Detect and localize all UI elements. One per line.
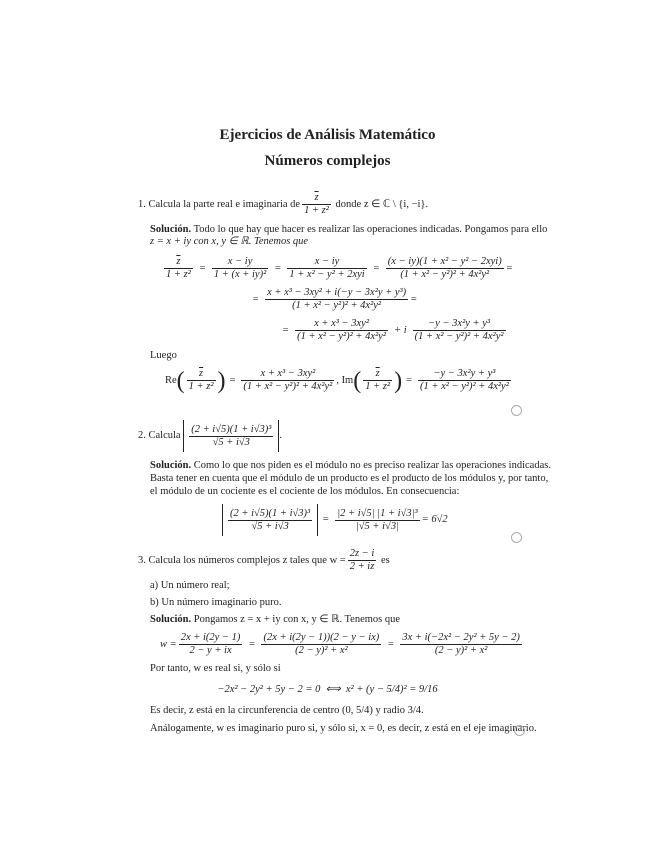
numerator: (2 + i√5)(1 + i√3)³: [191, 423, 272, 435]
denominator: 1 + z²: [188, 381, 214, 392]
denominator: (1 + x² − y²)² + 4x²y²: [419, 381, 509, 392]
statement-text: Calcula los números complejos z tales que w =: [148, 554, 346, 566]
denominator: |√5 + i√3|: [355, 520, 399, 532]
modulus-equation: $\frac{\text{(2 + i√5)(1 + i√3)³}}{√5 + i√3}$ = $\frac{\text{|2 + i√5| |1 + i√3|³}}{|√5 + i√3|}$ = 6√2: [222, 504, 448, 536]
denominator: 1 + z²: [365, 381, 391, 392]
numerator: −y − 3x²y + y³: [418, 368, 511, 381]
problem-3-statement: [138, 548, 390, 573]
denominator: √5 + i√3: [251, 520, 289, 532]
numerator: |2 + i√5| |1 + i√3|³: [337, 507, 418, 519]
re-label: Re: [165, 374, 177, 386]
numerator: x + x³ − 3xy²: [241, 368, 334, 381]
numerator: 3x + i(−2x² − 2y² + 5y − 2): [402, 632, 520, 643]
problem-number: 3.: [138, 554, 146, 566]
w-label: w =: [160, 638, 177, 650]
statement-text: es: [380, 554, 390, 566]
problem-1-solution-intro: [150, 224, 548, 248]
numerator: $\overline{z}$: [302, 192, 331, 205]
circle-equation: −2x² − 2y² + 5y − 2 = 0 ⟺ x² + (y − 5/4)² = 9/16: [217, 684, 438, 695]
solution-text: Basta tener en cuenta que el módulo de un producto es el producto de los módulos y, por tanto,: [150, 473, 549, 484]
im-label: Im: [341, 374, 354, 386]
numerator: (2 + i√5)(1 + i√3)³: [230, 507, 311, 519]
denominator: 2 − y + ix: [189, 645, 232, 656]
solution-text: Pongamos z = x + iy con x, y ∈ ℝ. Tenemos que: [193, 614, 401, 625]
solution-label: Solución.: [150, 224, 192, 235]
option-a: a) Un número real;: [150, 580, 230, 591]
numerator: $\overline{z}$: [164, 256, 193, 269]
denominator: (1 + x² − y²)² + 4x²y²: [414, 331, 504, 342]
end-of-proof-icon: [511, 532, 522, 543]
numerator: (2x + i(2y − 1))(2 − y − ix): [263, 632, 380, 643]
numerator: 2z − i: [349, 548, 375, 559]
problem-1-statement: [138, 192, 428, 217]
solution-text: z = x + iy con x, y ∈ ℝ. Tenemos que: [150, 236, 309, 247]
end-of-proof-icon: [514, 725, 525, 736]
equation-line-2: = $\frac{\text{x + x³ − 3xy² + i(−y − 3x²y + y³)}}{\text{(1 + x² − y²)² + 4x²y²}}$ =: [252, 287, 418, 311]
solution-text: Como lo que nos piden es el módulo no es preciso realizar las operaciones indicadas.: [193, 460, 551, 471]
end-of-proof-icon: [511, 405, 522, 416]
denominator: 2 + iz: [349, 561, 375, 572]
denominator: (1 + x² − y²)² + 4x²y²: [292, 300, 382, 311]
numerator: x + x³ − 3xy² + i(−y − 3x²y + y³): [267, 287, 407, 298]
denominator: 1 + z²: [166, 269, 191, 280]
numerator: 2x + i(2y − 1): [180, 632, 241, 643]
denominator: √5 + i√3: [212, 436, 250, 448]
numerator: −y − 3x²y + y³: [413, 318, 506, 331]
denominator: 1 + z²: [304, 205, 329, 216]
problem-2-statement: 2. Calcula $\frac{\text{(2 + i√5)(1 + i√3)³}}{√5 + i√3}$ .: [138, 420, 282, 452]
re-im-equation: Re ( $\frac{\overline{z}}{\text{1 + z²}}$ ) = $\frac{\text{x + x³ − 3xy²}}{\text{(1 + x² − y²)² + 4x²y²}}$ , Im ( $\frac{\overline{z}}{\text{1 + z²}}$ ) = $\frac{\text{−y − 3x²y + y³}}{\text{(1 + x² − y²)² + 4x²y²}}$: [165, 367, 509, 394]
solution-text: Todo lo que hay que hacer es realizar las operaciones indicadas. Pongamos para ello: [193, 224, 548, 235]
document-subtitle: Números complejos: [264, 153, 391, 169]
numerator: $\overline{z}$: [363, 368, 392, 381]
problem-3-solution-intro: [150, 614, 400, 626]
numerator: x + x³ − 3xy²: [295, 318, 388, 331]
denominator: 1 + (x + iy)²: [213, 269, 267, 280]
option-b: b) Un número imaginario puro.: [150, 597, 282, 608]
equation-line-3: = $\frac{\text{x + x³ − 3xy²}}{\text{(1 + x² − y²)² + 4x²y²}}$ + i $\frac{\text{−y − 3x²y + y³}}{\text{(1 + x² − y²)² + 4x²y²}}$: [282, 318, 504, 342]
denominator: (2 − y)² + x²: [295, 645, 348, 656]
solution-label: Solución.: [150, 614, 192, 625]
fraction: [302, 192, 331, 217]
condition-text: donde z ∈ ℂ \ {i, −i}.: [335, 198, 429, 210]
statement-text: Calcula la parte real e imaginaria de: [148, 198, 301, 210]
problem-number: 2.: [138, 430, 146, 441]
statement-text: Calcula: [148, 430, 181, 441]
es-decir-text: Es decir, z está en la circunferencia de centro (0, 5/4) y radio 3/4.: [150, 705, 424, 716]
denominator: (1 + x² − y²)² + 4x²y²: [297, 331, 386, 342]
denominator: 1 + x² − y² + 2xyi: [289, 269, 365, 280]
analogamente-text: Análogamente, w es imaginario puro si, y sólo si, x = 0, es decir, z está en el eje imaginario.: [150, 723, 537, 734]
problem-2-solution: [150, 459, 551, 498]
w-equation: w = $\frac{2x + i(2y - 1)}{2 - y + ix}$ = $\frac{(2x + i(2y - 1))(2 - y - ix)}{\text{(2 − y)² + x²}}$ = $\frac{\text{3x + i(−2x² − 2y² + 5y − 2)}}{\text{(2 − y)² + x²}}$: [160, 632, 520, 656]
numerator: $\overline{z}$: [187, 368, 216, 381]
denominator: (2 − y)² + x²: [434, 645, 488, 656]
luego-text: Luego: [150, 350, 177, 361]
numerator: x − iy: [212, 256, 268, 269]
por-tanto-text: Por tanto, w es real si, y sólo si: [150, 663, 281, 674]
solution-label: Solución.: [150, 460, 192, 471]
numerator: (x − iy)(1 + x² − y² − 2xyi): [387, 256, 502, 267]
problem-number: 1.: [138, 198, 146, 210]
result: = 6√2: [421, 514, 448, 525]
numerator: x − iy: [287, 256, 366, 269]
denominator: (1 + x² − y²)² + 4x²y²: [243, 381, 333, 392]
solution-text: el módulo de un cociente es el cociente de los módulos. En consecuencia:: [150, 486, 460, 497]
document-title: Ejercicios de Análisis Matemático: [219, 127, 436, 143]
denominator: (1 + x² − y²)² + 4x²y²: [400, 269, 490, 280]
equation-line-1: $\frac{\overline{z}}{\text{1 + z²}}$ = $\frac{x - iy}{\text{1 + (x + iy)²}}$ = $\frac{x - iy}{\text{1 + x² − y² + 2xyi}}$ = $\frac{\text{(x − iy)(1 + x² − y² − 2xyi)}}{\text{(1 + x² − y²)² + 4x²y²}}$ =: [166, 256, 513, 280]
